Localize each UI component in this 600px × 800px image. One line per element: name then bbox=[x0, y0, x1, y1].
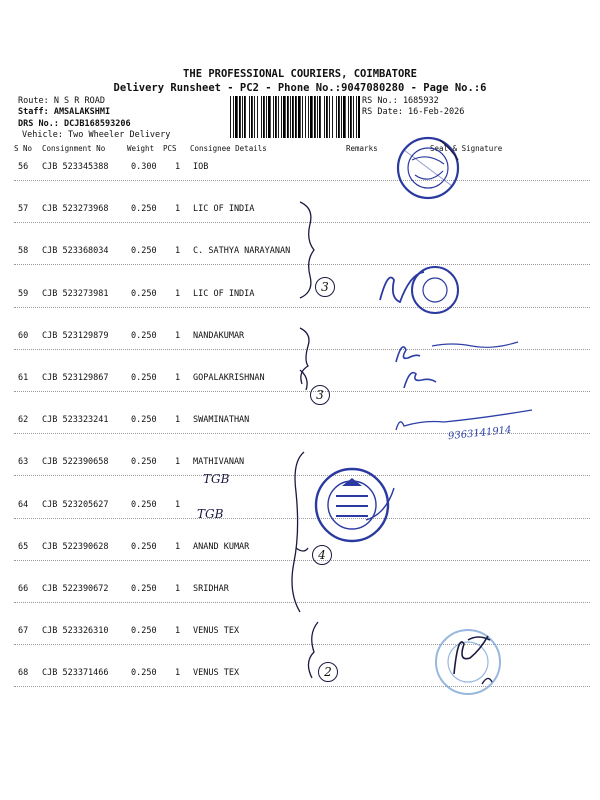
vehicle-label: Vehicle: Two Wheeler Delivery bbox=[22, 130, 171, 140]
runsheet-title: Delivery Runsheet - PC2 - Phone No.:9047080280 - Page No.:6 bbox=[113, 82, 487, 94]
row-consignee: ANAND KUMAR bbox=[193, 541, 250, 552]
row-sno: 63 bbox=[18, 457, 29, 468]
brace-57-59 bbox=[300, 202, 314, 298]
rs-number: RS No.: 1685932 bbox=[362, 96, 439, 106]
row-sno: 56 bbox=[18, 162, 29, 172]
row-consignee: NANDAKUMAR bbox=[193, 330, 245, 341]
row-consignment-no: CJB 523345388 bbox=[42, 162, 109, 172]
route-label: Route: N S R ROAD bbox=[18, 96, 105, 106]
row-consignment-no: CJB 523326310 bbox=[42, 626, 109, 637]
row-pcs: 1 bbox=[175, 499, 181, 510]
row-pcs: 1 bbox=[175, 584, 181, 594]
col-consignment: Consignment No bbox=[42, 144, 106, 153]
row-pcs: 1 bbox=[175, 288, 181, 299]
row-sno: 67 bbox=[18, 626, 29, 637]
row-weight: 0.250 bbox=[131, 668, 157, 679]
row-weight: 0.250 bbox=[131, 457, 157, 468]
row-pcs: 1 bbox=[175, 204, 181, 215]
row-sno: 58 bbox=[18, 246, 29, 257]
count-circle-4: 4 bbox=[312, 545, 332, 565]
row-pcs: 1 bbox=[175, 246, 181, 257]
row-sno: 66 bbox=[18, 584, 29, 594]
lic-stamp-signature bbox=[380, 267, 458, 313]
row-sno: 65 bbox=[18, 541, 29, 552]
row-consignment-no: CJB 523273968 bbox=[42, 204, 109, 215]
row-sno: 59 bbox=[18, 288, 29, 299]
row-pcs: 1 bbox=[175, 541, 181, 552]
row-consignment-no: CJB 522390628 bbox=[42, 541, 109, 552]
bank-stamp-63-66 bbox=[316, 469, 394, 541]
company-title: THE PROFESSIONAL COURIERS, COIMBATORE bbox=[183, 68, 417, 80]
handwritten-phone-note: 9363141914 bbox=[447, 424, 513, 443]
row-sno: 57 bbox=[18, 204, 29, 215]
row-consignment-no: CJB 523205627 bbox=[42, 499, 109, 510]
row-weight: 0.250 bbox=[131, 626, 157, 637]
row-weight: 0.250 bbox=[131, 373, 157, 383]
handwritten-tgb-1: TGB bbox=[203, 472, 230, 486]
brace-63-66 bbox=[292, 452, 304, 612]
row-weight: 0.250 bbox=[131, 584, 157, 594]
row-consignee: VENUS TEX bbox=[193, 668, 240, 679]
count-circle-2: 2 bbox=[318, 662, 338, 682]
row-consignment-no: CJB 523129879 bbox=[42, 330, 109, 341]
col-sno: S No bbox=[14, 144, 33, 153]
col-seal-signature: Seal & Signature bbox=[430, 144, 503, 153]
row-weight: 0.250 bbox=[131, 288, 157, 299]
count-circle-3b: 3 bbox=[310, 385, 330, 405]
row-consignee: IOB bbox=[193, 162, 209, 172]
row-consignee: MATHIVANAN bbox=[193, 457, 245, 468]
row-sno: 60 bbox=[18, 330, 29, 341]
row-sno: 68 bbox=[18, 668, 29, 679]
row-weight: 0.250 bbox=[131, 415, 157, 426]
row-consignment-no: CJB 522390672 bbox=[42, 584, 109, 594]
row-consignee: SRIDHAR bbox=[193, 584, 229, 594]
row-consignee: C. SATHYA NARAYANAN bbox=[193, 246, 291, 257]
col-weight: Weight bbox=[127, 144, 155, 153]
row-pcs: 1 bbox=[175, 162, 181, 172]
row-pcs: 1 bbox=[175, 330, 181, 341]
row-pcs: 1 bbox=[175, 415, 181, 426]
row-consignment-no: CJB 523273981 bbox=[42, 288, 109, 299]
brace-67-68 bbox=[308, 622, 318, 678]
row-pcs: 1 bbox=[175, 626, 181, 637]
row-weight: 0.250 bbox=[131, 246, 157, 257]
handwritten-tgb-2: TGB bbox=[197, 507, 224, 521]
row-consignment-no: CJB 523371466 bbox=[42, 668, 109, 679]
row-weight: 0.250 bbox=[131, 499, 157, 510]
count-circle-3a: 3 bbox=[315, 277, 335, 297]
staff-label: Staff: AMSALAKSHMI bbox=[18, 107, 111, 117]
signature-60-61 bbox=[396, 342, 518, 388]
row-pcs: 1 bbox=[175, 457, 181, 468]
row-sno: 64 bbox=[18, 499, 29, 510]
row-consignment-no: CJB 523368034 bbox=[42, 246, 109, 257]
row-consignee: SWAMINATHAN bbox=[193, 415, 250, 426]
row-consignee: VENUS TEX bbox=[193, 626, 240, 637]
row-weight: 0.250 bbox=[131, 330, 157, 341]
row-pcs: 1 bbox=[175, 668, 181, 679]
rs-date: RS Date: 16-Feb-2026 bbox=[362, 107, 465, 117]
signature-62 bbox=[396, 410, 532, 430]
col-consignee: Consignee Details bbox=[190, 144, 267, 153]
row-sno: 62 bbox=[18, 415, 29, 426]
row-pcs: 1 bbox=[175, 373, 181, 383]
row-weight: 0.250 bbox=[131, 204, 157, 215]
col-remarks: Remarks bbox=[346, 144, 378, 153]
row-consignee: LIC OF INDIA bbox=[193, 204, 255, 215]
stamp-signature-67-68 bbox=[436, 630, 500, 694]
row-consignment-no: CJB 523323241 bbox=[42, 415, 109, 426]
row-consignment-no: CJB 522390658 bbox=[42, 457, 109, 468]
row-weight: 0.250 bbox=[131, 541, 157, 552]
drs-label: DRS No.: DCJB168593206 bbox=[18, 119, 131, 129]
row-consignment-no: CJB 523129867 bbox=[42, 373, 109, 383]
row-weight: 0.300 bbox=[131, 162, 157, 172]
row-consignee: LIC OF INDIA bbox=[193, 288, 255, 299]
col-pcs: PCS bbox=[163, 144, 177, 153]
iob-bank-stamp bbox=[398, 138, 458, 198]
row-consignee: GOPALAKRISHNAN bbox=[193, 373, 265, 383]
row-sno: 61 bbox=[18, 373, 29, 383]
